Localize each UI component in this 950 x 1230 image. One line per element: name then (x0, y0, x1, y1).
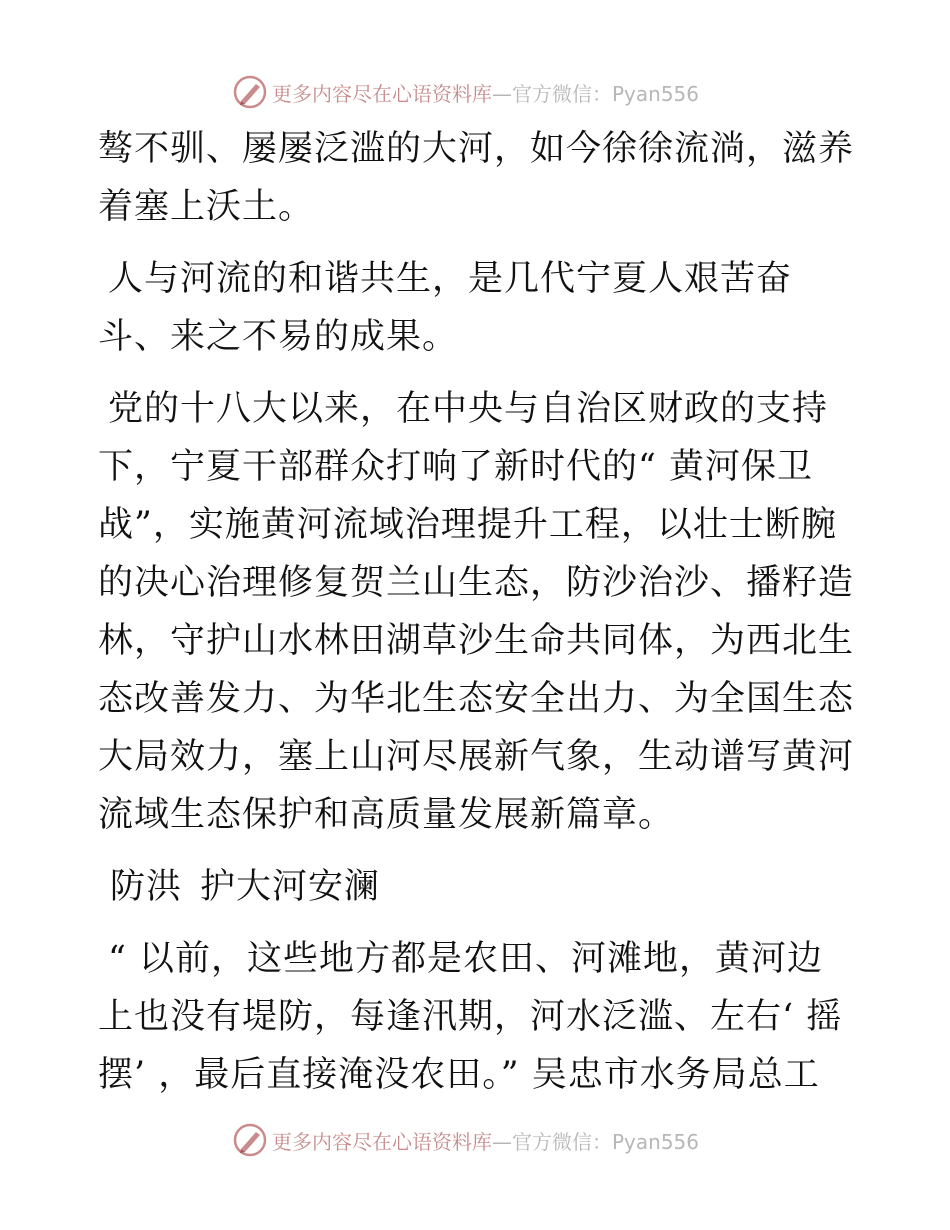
watermark-main-text: 更多内容尽在心语资料库 (272, 81, 492, 106)
pen-logo-icon (232, 74, 268, 110)
section-heading-part2: 护大河安澜 (200, 867, 381, 907)
watermark-main-text: 更多内容尽在心语资料库 (272, 1129, 492, 1154)
pen-logo-icon (232, 1122, 268, 1158)
paragraph-2: 人与河流的和谐共生，是几代宁夏人艰苦奋斗、来之不易的成果。 (98, 259, 793, 357)
paragraph-3: 党的十八大以来，在中央与自治区财政的支持下，宁夏干部群众打响了新时代的“ 黄河保卫战”，实施黄河流域治理提升工程，以壮士断腕的决心治理修复贺兰山生态，防沙治沙、播籽造林，守护山水林田湖草沙生命共同体，为西北生态改善发力、为华北生态安全出力、为全国生态大局效力，塞上山河尽展新气象，生动谱写黄河流域生态保护和高质量发展新篇章。 (98, 389, 855, 835)
article-body (98, 120, 858, 1118)
watermark-sub-text: —官方微信：Pyan556 (492, 1129, 700, 1154)
footer-watermark (232, 1120, 712, 1160)
paragraph-1: 骜不驯、屡屡泛滥的大河，如今徐徐流淌，滋养着塞上沃土。 (98, 129, 855, 227)
header-watermark (232, 72, 712, 112)
section-heading (98, 858, 858, 916)
watermark-sub-text: —官方微信：Pyan556 (492, 81, 700, 106)
quote-paragraph: “ 以前，这些地方都是农田、河滩地，黄河边上也没有堤防，每逢汛期，河水泛滥、左右‘ 摇摆’ ，最后直接淹没农田。” 吴忠市水务局总工 (98, 939, 843, 1095)
section-heading-part1: 防洪 (110, 867, 183, 907)
